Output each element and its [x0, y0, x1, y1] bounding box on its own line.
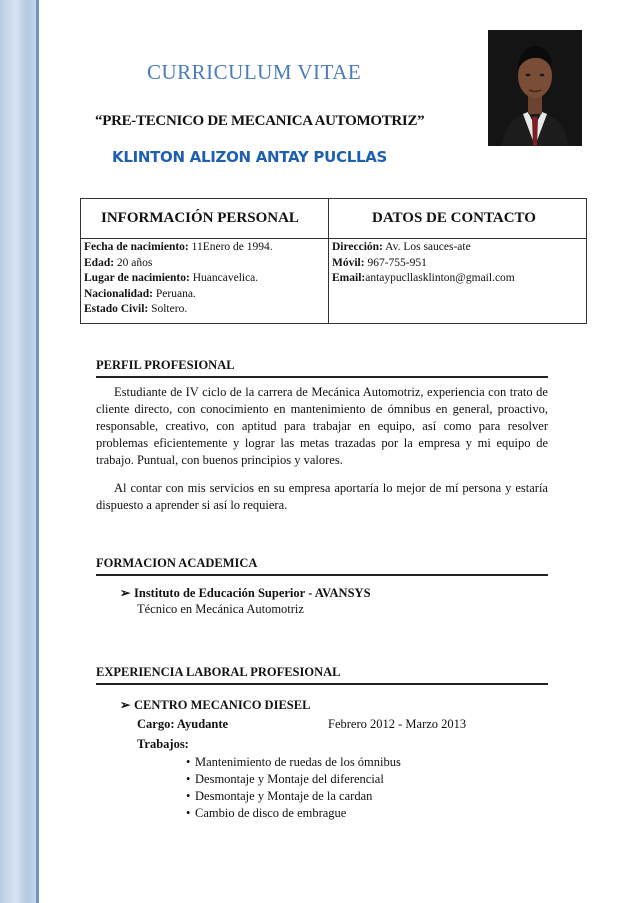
mobile-row: Móvil: 967-755-951	[332, 256, 427, 269]
section-rule	[96, 574, 548, 576]
decorative-sidebar	[0, 0, 39, 903]
contact-info-header: DATOS DE CONTACTO	[372, 210, 536, 226]
person-portrait-icon	[488, 30, 582, 146]
job-position: Cargo: Ayudante	[137, 717, 229, 731]
age-row: Edad: 20 años	[84, 256, 153, 269]
perfil-paragraph-2: Al contar con mis servicios en su empresa aportaría lo mejor de mí persona y estaría dispuesto a aprender si así lo requiera.	[96, 481, 548, 512]
profile-photo	[488, 30, 582, 146]
nationality-row: Nacionalidad: Peruana.	[84, 287, 196, 300]
section-rule	[96, 376, 548, 378]
degree-text: Técnico en Mecánica Automotriz	[137, 602, 304, 616]
task-item: • Desmontaje y Montaje del diferencial	[186, 772, 384, 786]
contact-info-cell	[332, 240, 515, 287]
job-period: Febrero 2012 - Marzo 2013	[328, 717, 467, 731]
personal-info-cell	[84, 240, 273, 318]
profession-subtitle: “PRE-TECNICO DE MECANICA AUTOMOTRIZ”	[95, 113, 425, 129]
email-link[interactable]: antaypucllasklinton@gmail.com	[365, 272, 515, 284]
bullet-dot-icon: •	[186, 755, 191, 769]
institution-item: ➢ Instituto de Educación Superior - AVANSYS	[120, 586, 371, 600]
company-item: ➢ CENTRO MECANICO DIESEL	[120, 698, 311, 712]
bullet-dot-icon: •	[186, 772, 191, 786]
civil-status-row: Estado Civil: Soltero.	[84, 303, 188, 315]
personal-info-table	[80, 198, 587, 324]
bullet-dot-icon: •	[186, 789, 191, 803]
section-title-formacion: FORMACION ACADEMICA	[96, 556, 258, 570]
task-item: • Desmontaje y Montaje de la cardan	[186, 789, 373, 803]
page-title: CURRICULUM VITAE	[147, 60, 362, 84]
tasks-label: Trabajos:	[137, 737, 189, 751]
task-item: • Mantenimiento de ruedas de los ómnibus	[186, 755, 401, 769]
section-rule	[96, 683, 548, 685]
perfil-paragraph-1: Estudiante de IV ciclo de la carrera de Mecánica Automotriz, experiencia con trato de cliente directo, con conocimiento en mantenimiento de ómnibus en general, proactivo, responsable, creativo, con aptitud para trabajar en equipo, así como para resolver problemas eficientemente y lograr las metas trazadas por la empresa y mi equipo de trabajo. Puntual, con buenos principios y valores.	[96, 385, 548, 467]
personal-info-header: INFORMACIÓN PERSONAL	[101, 210, 299, 226]
candidate-name: KLINTON ALIZON ANTAY PUCLLAS	[112, 148, 388, 166]
birthplace-row: Lugar de nacimiento: Huancavelica.	[84, 272, 259, 284]
section-title-experiencia: EXPERIENCIA LABORAL PROFESIONAL	[96, 665, 341, 679]
table-divider	[81, 238, 586, 239]
email-row: Email:antaypucllasklinton@gmail.com	[332, 272, 515, 284]
section-title-perfil: PERFIL PROFESIONAL	[96, 358, 235, 372]
birth-date-row: Fecha de nacimiento: 11Enero de 1994.	[84, 241, 273, 253]
task-item: • Cambio de disco de embrague	[186, 806, 347, 820]
bullet-dot-icon: •	[186, 806, 191, 820]
table-divider	[328, 199, 329, 323]
address-row: Dirección: Av. Los sauces-ate	[332, 241, 471, 253]
arrow-bullet-icon: ➢	[120, 698, 131, 712]
arrow-bullet-icon: ➢	[120, 586, 131, 600]
